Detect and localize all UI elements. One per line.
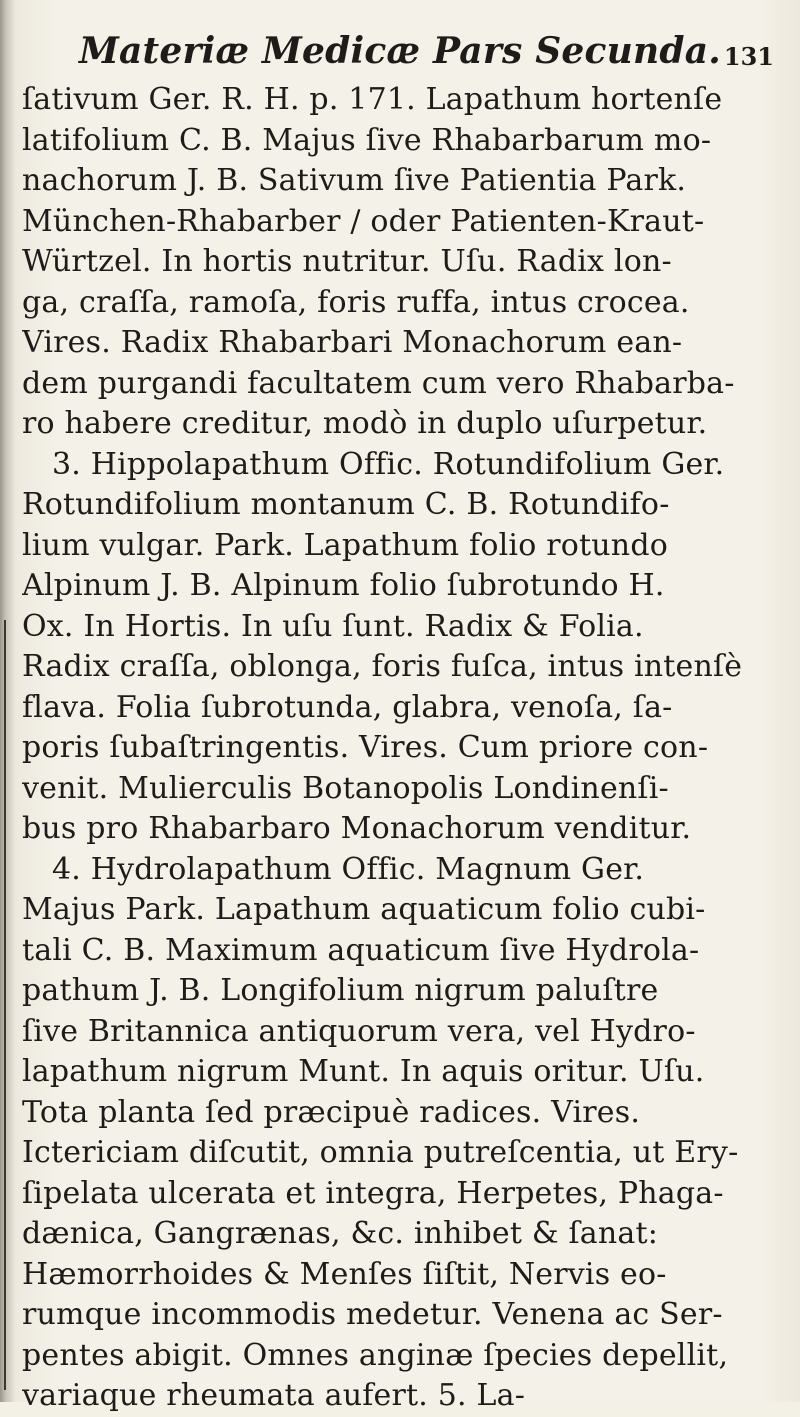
text-line: Majus Park. Lapathum aquaticum folio cubi- <box>22 892 706 927</box>
text-line: poris ſubaſtringentis. Vires. Cum priore con- <box>22 730 709 765</box>
text-line: Ictericiam diſcutit, omnia putreſcentia, ut Ery- <box>22 1135 739 1170</box>
text-line: Tota planta ſed præcipuè radices. Vires. <box>22 1094 641 1130</box>
text-line: ro habere creditur, modò in duplo uſurpetur. <box>22 406 708 441</box>
text-line: Rotundifolium montanum C. B. Rotundifo- <box>22 487 670 522</box>
body-text <box>22 80 792 1417</box>
text-line: flava. Folia ſubrotunda, glabra, venoſa, ſa- <box>22 689 673 725</box>
text-line: Radix craſſa, oblonga, foris fuſca, intus intenſè <box>22 649 743 684</box>
text-line: variaque rheumata aufert. 5. La- <box>22 1378 526 1413</box>
text-line: bus pro Rhabarbaro Monachorum venditur. <box>22 811 692 846</box>
text-line: Hæmorrhoides & Menſes ſiſtit, Nervis eo- <box>22 1256 667 1292</box>
text-line: Ox. In Hortis. In uſu ſunt. Radix & Folia. <box>22 608 644 644</box>
margin-rule <box>4 620 6 1390</box>
page-header <box>0 28 800 78</box>
text-line: München-Rhabarber / oder Patienten-Kraut- <box>22 203 705 239</box>
running-head: Materiæ Medicæ Pars Secunda. <box>78 30 722 72</box>
text-line: Würtzel. In hortis nutritur. Uſu. Radix lon- <box>22 244 672 279</box>
text-line: pathum J. B. Longifolium nigrum paluſtre <box>22 973 659 1008</box>
text-line: 4. Hydrolapathum Offic. Magnum Ger. <box>52 851 645 887</box>
text-line: ſive Britannica antiquorum vera, vel Hydro- <box>22 1013 696 1049</box>
text-line: ſipelata ulcerata et integra, Herpetes, Phaga- <box>22 1175 724 1211</box>
text-line: latifolium C. B. Majus ſive Rhabarbarum mo- <box>22 122 712 158</box>
text-line: ga, craſſa, ramoſa, foris ruffa, intus crocea. <box>22 284 690 320</box>
page-gutter <box>0 0 14 1402</box>
text-line: dem purgandi facultatem cum vero Rhabarba- <box>22 365 735 401</box>
page-number: 131 <box>723 42 774 71</box>
text-line: Vires. Radix Rhabarbari Monachorum ean- <box>22 325 683 360</box>
text-line: 3. Hippolapathum Offic. Rotundifolium Ger. <box>52 446 725 482</box>
text-line: pentes abigit. Omnes anginæ ſpecies depellit, <box>22 1337 729 1373</box>
text-line: tali C. B. Maximum aquaticum ſive Hydrola- <box>22 932 700 968</box>
text-line: rumque incommodis medetur. Venena ac Ser- <box>22 1297 723 1332</box>
text-line: lium vulgar. Park. Lapathum folio rotundo <box>22 527 668 563</box>
text-line: ſativum Ger. R. H. p. 171. Lapathum hortenſe <box>22 82 723 117</box>
text-line: Alpinum J. B. Alpinum folio ſubrotundo H. <box>22 568 665 603</box>
text-line: lapathum nigrum Munt. In aquis oritur. Uſu. <box>22 1054 705 1089</box>
text-line: dænica, Gangrænas, &c. inhibet & ſanat: <box>22 1216 659 1251</box>
text-line: venit. Mulierculis Botanopolis Londinenſi- <box>22 770 669 806</box>
text-line: nachorum J. B. Sativum ſive Patientia Park. <box>22 163 687 198</box>
